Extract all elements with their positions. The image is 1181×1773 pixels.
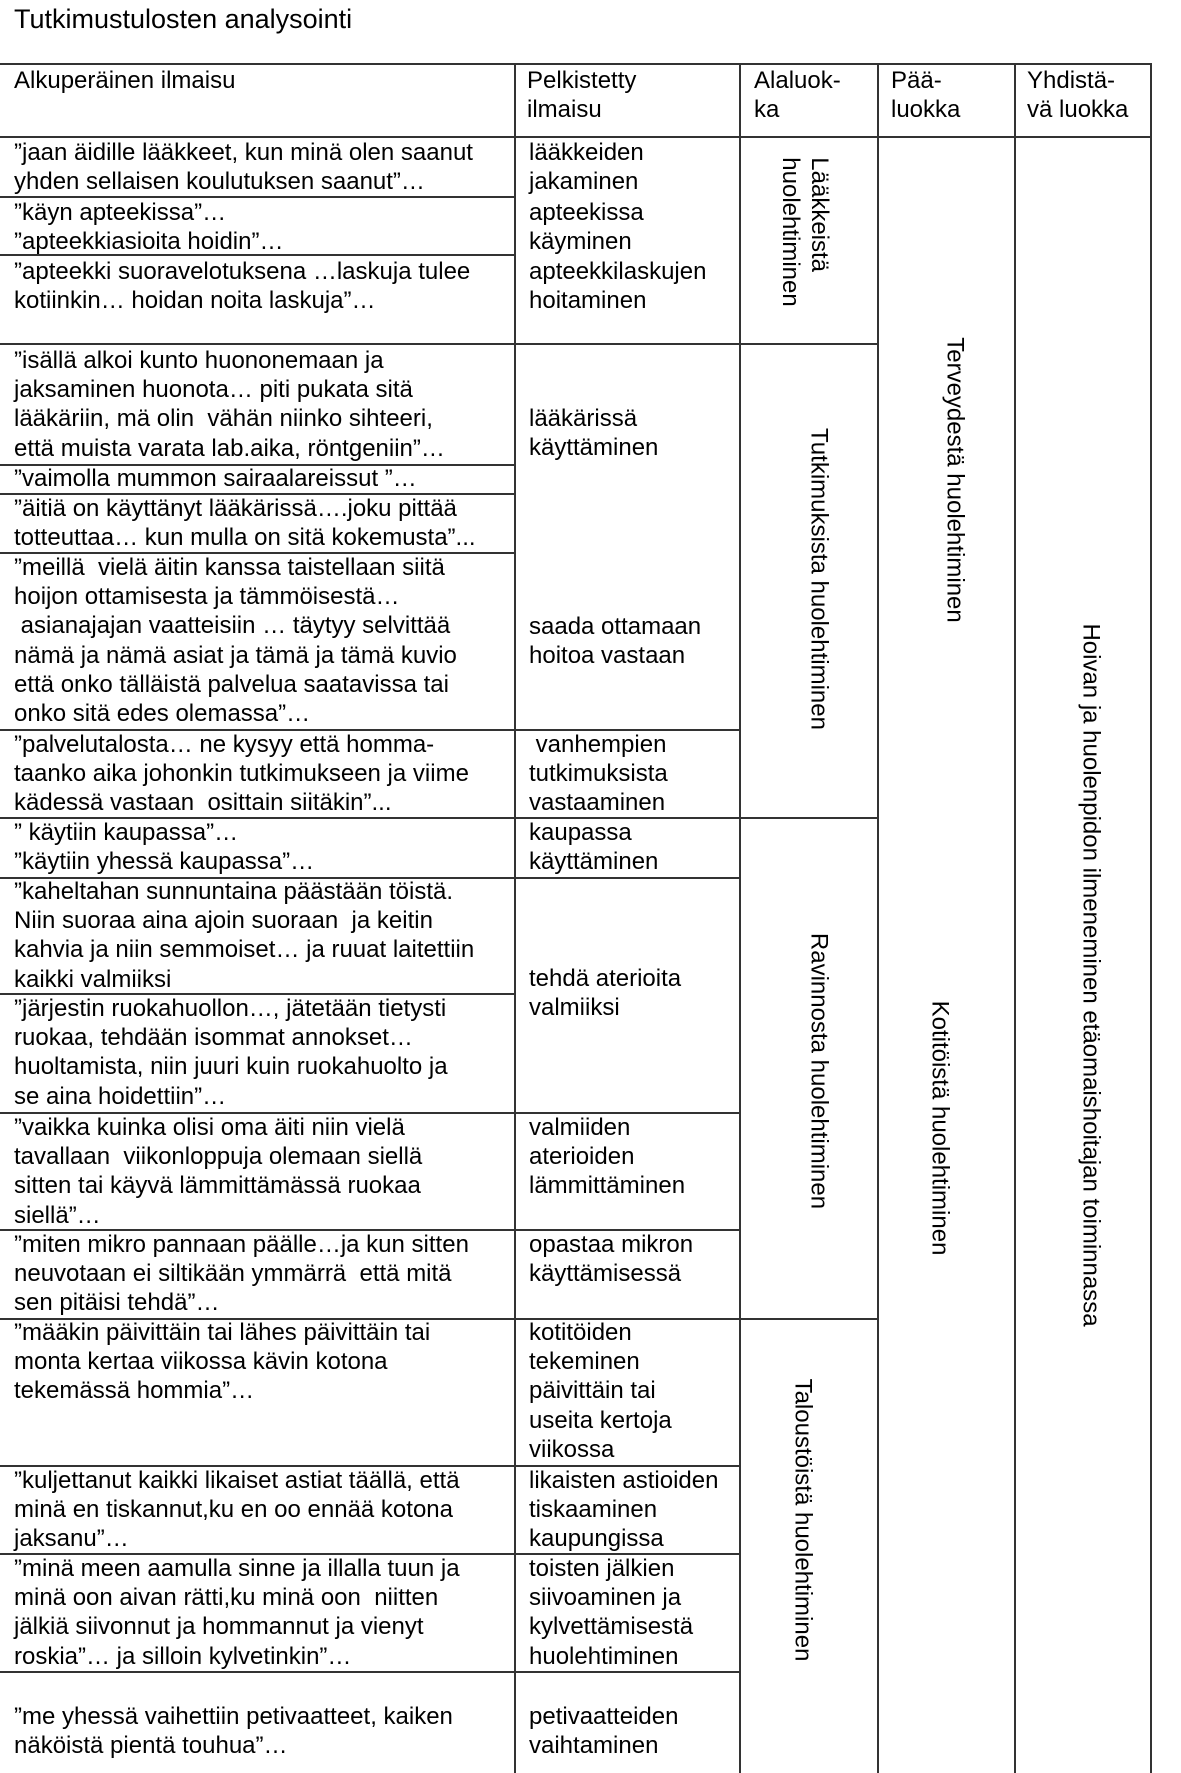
original-cell: ”apteekki suoravelotuksena …laskuja tulee kotiinkin… hoidan noita laskuja”… [14, 258, 471, 315]
original-cell: ”kaheltahan sunnuntaina päästään töistä. Niin suoraa aina ajoin suoraan ja keitin kahvia ja niin semmoiset… ja ruuat laitettiin kaikki valmiiksi [14, 878, 475, 993]
original-cell: ”käyn apteekissa”… ”apteekkiasioita hoidin”… [14, 199, 284, 256]
original-cell: ”järjestin ruokahuollon…, jätetään tietysti ruokaa, tehdään isommat annokset… huoltamista, niin juuri kuin ruokahuolto ja se aina hoidettiin”… [14, 995, 448, 1110]
simplified-cell: likaisten astioiden tiskaaminen kaupungissa [529, 1467, 719, 1553]
original-cell: ”palvelutalosta… ne kysyy että homma- taanko aika johonkin tutkimukseen ja viime kädessä vastaan osittain siitäkin”... [14, 731, 469, 817]
header-main-category: Pää- luokka [891, 67, 961, 123]
simplified-cell: apteekkilaskujen hoitaminen [529, 258, 707, 315]
simplified-cell: kaupassa käyttäminen [529, 819, 659, 876]
subcategory-label: Taloustöistä huolehtiminen [789, 1378, 817, 1662]
simplified-cell: toisten jälkien siivoaminen ja kylvettämisestä huolehtiminen [529, 1555, 694, 1670]
original-cell: ”kuljettanut kaikki likaiset astiat täällä, että minä en tiskannut,ku en oo ennää kotona jaksanu”… [14, 1467, 460, 1553]
subcategory-label: Ravinnosta huolehtiminen [805, 932, 833, 1210]
original-cell: ”jaan äidille lääkkeet, kun minä olen saanut yhden sellaisen koulutuksen saanut”… [14, 139, 473, 196]
simplified-cell: vanhempien tutkimuksista vastaaminen [529, 731, 668, 817]
original-cell: ”äitiä on käyttänyt lääkärissä….joku pittää totteuttaa… kun mulla on sitä kokemusta”... [14, 495, 476, 552]
original-cell: ”miten mikro pannaan päälle…ja kun sitten neuvotaan ei siltikään ymmärrä että mitä sen pitäisi tehdä”… [14, 1231, 469, 1317]
header-simplified: Pelkistetty ilmaisu [527, 67, 637, 123]
main-category-label: Terveydestä huolehtiminen [941, 337, 969, 623]
original-cell: ”vaimolla mummon sairaalareissut ”… [14, 465, 417, 492]
original-cell: ”me yhessä vaihettiin petivaatteet, kaiken näköistä pientä touhua”… [14, 1703, 453, 1760]
simplified-cell: kotitöiden tekeminen päivittäin tai useita kertoja viikossa [529, 1319, 672, 1463]
combining-category-label: Hoivan ja huolenpidon ilmeneminen etäomaishoitajan toiminnassa [1077, 623, 1105, 1327]
header-original: Alkuperäinen ilmaisu [14, 67, 236, 94]
subcategory-label: Lääkkeistä huolehtiminen [777, 157, 833, 307]
original-cell: ”vaikka kuinka olisi oma äiti niin vielä tavallaan viikonloppuja olemaan siellä sitten tai käyvä lämmittämässä ruokaa siellä”… [14, 1114, 423, 1229]
original-cell: ”meillä vielä äitin kanssa taistellaan siitä hoijon ottamisesta ja tämmöisestä… asianajajan vaatteisiin … täytyy selvittää nämä ja nämä asiat ja tämä ja tämä kuvio että onko tälläistä palvelua saatavissa tai onko sitä edes olemassa”… [14, 554, 457, 728]
original-cell: ”isällä alkoi kunto huononemaan ja jaksaminen huonota… piti pukata sitä lääkäriin, mä olin vähän niinko sihteeri, että muista varata lab.aika, röntgeniin”… [14, 347, 445, 462]
simplified-cell: apteekissa käyminen [529, 199, 644, 256]
header-subcategory: Alaluok- ka [754, 67, 841, 123]
simplified-cell: petivaatteiden vaihtaminen [529, 1703, 679, 1760]
simplified-cell: lääkkeiden jakaminen [529, 139, 644, 196]
original-cell: ” käytiin kaupassa”… ”käytiin yhessä kaupassa”… [14, 819, 315, 876]
simplified-cell: opastaa mikron käyttämisessä [529, 1231, 694, 1288]
main-category-label: Kotitöistä huolehtiminen [926, 1000, 954, 1256]
subcategory-label: Tutkimuksista huolehtiminen [805, 428, 833, 730]
simplified-cell: saada ottamaan hoitoa vastaan [529, 613, 702, 670]
original-cell: ”määkin päivittäin tai lähes päivittäin tai monta kertaa viikossa kävin kotona tekemässä hommia”… [14, 1319, 431, 1405]
page-title: Tutkimustulosten analysointi [14, 4, 353, 34]
original-cell: ”minä meen aamulla sinne ja illalla tuun ja minä oon aivan rätti,ku minä oon niitten jälkiä siivonnut ja hommannut ja vienyt roskia”… ja silloin kylvetinkin”… [14, 1555, 460, 1670]
simplified-cell: tehdä aterioita valmiiksi [529, 965, 682, 1022]
simplified-cell: valmiiden aterioiden lämmittäminen [529, 1114, 686, 1200]
simplified-cell: lääkärissä käyttäminen [529, 405, 659, 462]
header-combining-category: Yhdistä- vä luokka [1027, 67, 1129, 123]
